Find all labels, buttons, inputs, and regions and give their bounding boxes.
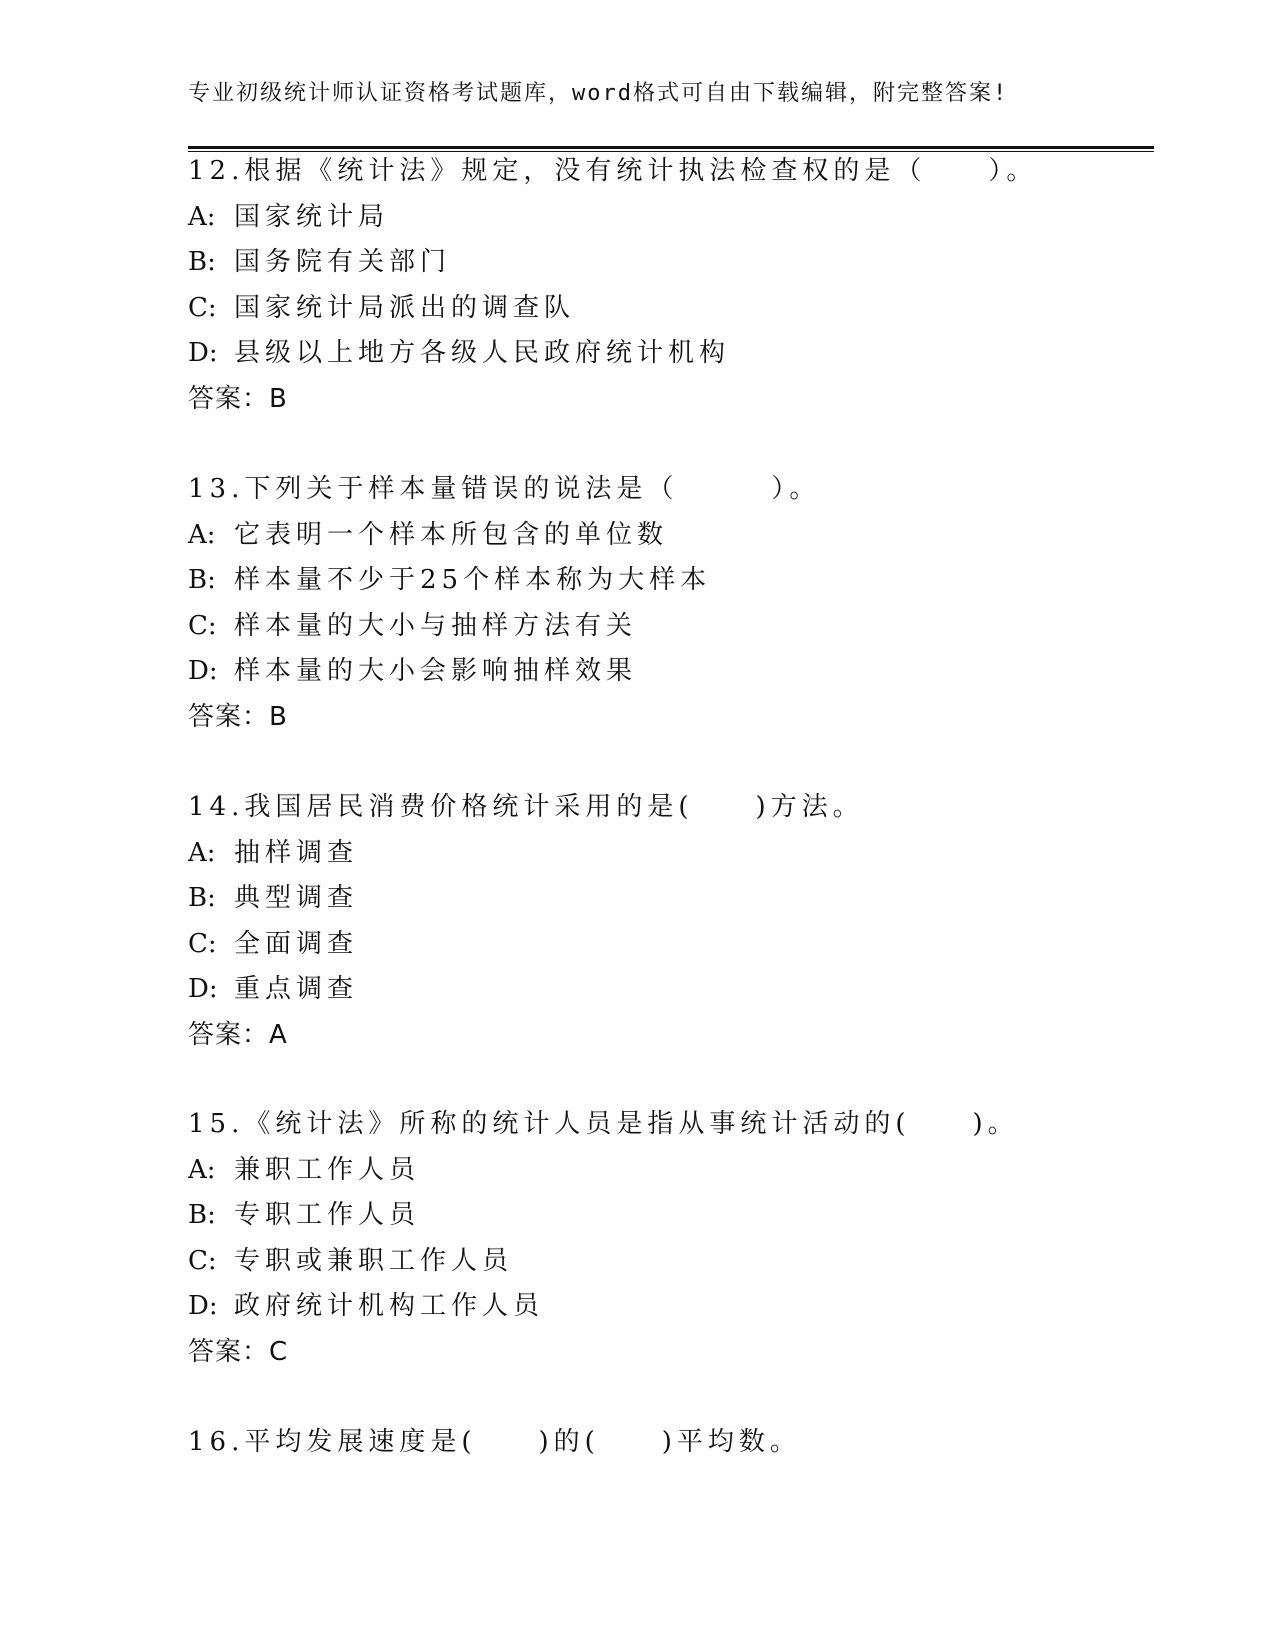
- option-text: 专职工作人员: [234, 1200, 421, 1231]
- question-15: [188, 1102, 1154, 1376]
- option-a: [188, 195, 1154, 241]
- option-letter: B:: [188, 1200, 216, 1231]
- option-a: [188, 513, 1154, 559]
- option-letter: D:: [188, 974, 218, 1005]
- option-letter: B:: [188, 565, 216, 596]
- option-text: 全面调查: [234, 928, 359, 959]
- answer-line: 答案：C: [188, 1336, 289, 1367]
- question-13: [188, 467, 1154, 741]
- option-text: 国家统计局: [234, 201, 390, 232]
- option-letter: A:: [188, 201, 216, 232]
- option-letter: C:: [188, 928, 217, 959]
- answer-line: 答案：B: [188, 701, 288, 732]
- option-d: [188, 1284, 1154, 1330]
- question-stem: 13.下列关于样本量错误的说法是（ ）。: [188, 474, 821, 504]
- option-d: [188, 649, 1154, 695]
- option-b: [188, 1193, 1154, 1239]
- question-16: [188, 1420, 1154, 1466]
- option-c: [188, 1239, 1154, 1285]
- option-text: 专职或兼职工作人员: [234, 1245, 514, 1276]
- option-b: [188, 240, 1154, 286]
- question-stem: 16.平均发展速度是( )的( )平均数。: [188, 1427, 801, 1457]
- option-letter: B:: [188, 883, 216, 914]
- option-c: [188, 922, 1154, 968]
- option-text: 国务院有关部门: [234, 247, 452, 278]
- option-text: 样本量的大小会影响抽样效果: [234, 656, 638, 687]
- option-d: [188, 967, 1154, 1013]
- question-14: [188, 785, 1154, 1059]
- option-c: [188, 604, 1154, 650]
- question-stem: 14.我国居民消费价格统计采用的是( )方法。: [188, 792, 864, 822]
- option-text: 典型调查: [234, 883, 359, 914]
- option-text: 抽样调查: [234, 837, 359, 868]
- option-text: 政府统计机构工作人员: [234, 1291, 545, 1322]
- header-note: 专业初级统计师认证资格考试题库，word格式可自由下载编辑，附完整答案!: [188, 81, 1009, 106]
- option-letter: C:: [188, 292, 217, 323]
- option-text: 重点调查: [234, 974, 359, 1005]
- option-letter: D:: [188, 1291, 218, 1322]
- option-b: [188, 558, 1154, 604]
- option-letter: A:: [188, 837, 216, 868]
- option-letter: B:: [188, 247, 216, 278]
- option-a: [188, 1148, 1154, 1194]
- option-letter: D:: [188, 656, 218, 687]
- option-text: 国家统计局派出的调查队: [234, 292, 576, 323]
- option-text: 样本量不少于25个样本称为大样本: [234, 565, 712, 596]
- option-d: [188, 331, 1154, 377]
- option-text: 县级以上地方各级人民政府统计机构: [234, 338, 731, 369]
- question-12: [188, 149, 1154, 423]
- option-text: 兼职工作人员: [234, 1154, 421, 1185]
- answer-line: 答案：B: [188, 383, 288, 414]
- question-stem: 15.《统计法》所称的统计人员是指从事统计活动的( )。: [188, 1109, 1019, 1139]
- option-letter: A:: [188, 519, 216, 550]
- option-text: 样本量的大小与抽样方法有关: [234, 610, 638, 641]
- option-letter: D:: [188, 338, 218, 369]
- option-b: [188, 876, 1154, 922]
- option-letter: C:: [188, 610, 217, 641]
- option-text: 它表明一个样本所包含的单位数: [234, 519, 669, 550]
- option-a: [188, 831, 1154, 877]
- option-letter: A:: [188, 1154, 216, 1185]
- answer-line: 答案：A: [188, 1019, 288, 1050]
- question-stem: 12.根据《统计法》规定，没有统计执法检查权的是（ ）。: [188, 156, 1038, 186]
- option-letter: C:: [188, 1245, 217, 1276]
- option-c: [188, 286, 1154, 332]
